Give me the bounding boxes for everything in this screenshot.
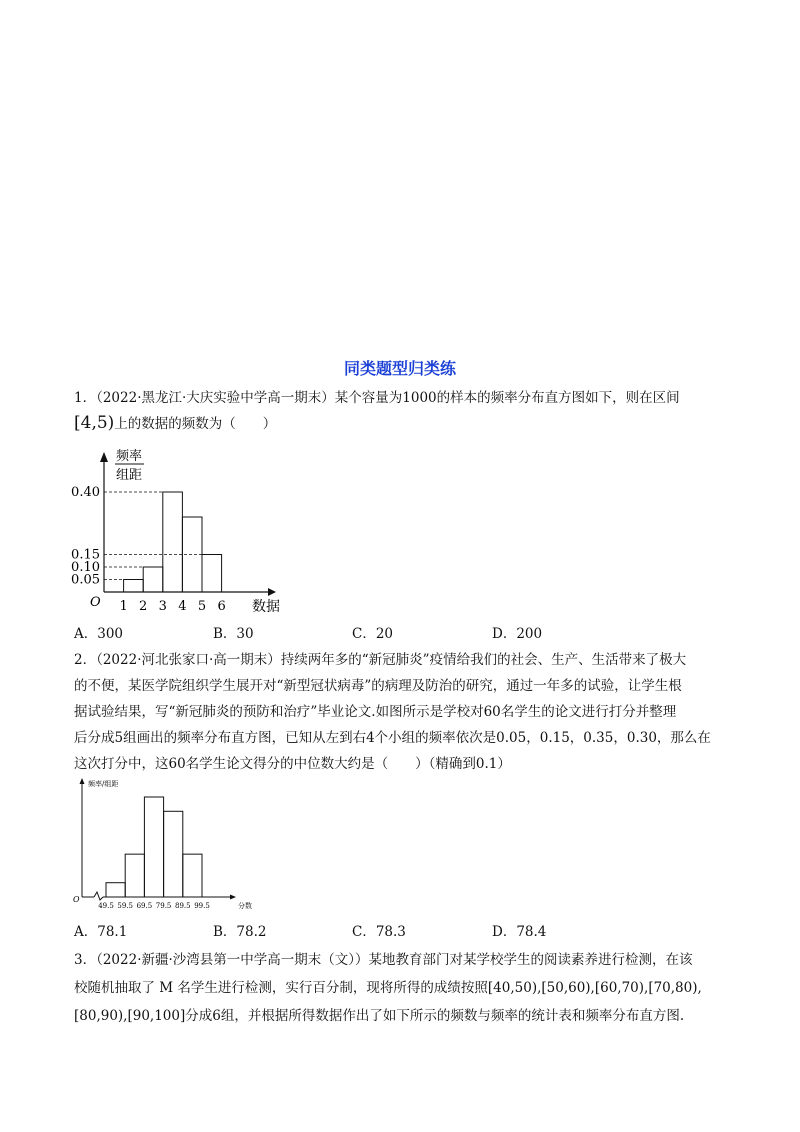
q1-option-b[interactable]: B．30: [213, 626, 254, 642]
x-tick-label: 69.5: [136, 902, 153, 910]
q2-option-c[interactable]: C．78.3: [352, 924, 406, 940]
origin-label: O: [90, 595, 101, 610]
y-tick-label: 0.10: [71, 560, 100, 575]
x-axis-arrow: [268, 588, 276, 596]
x-tick-label: 5: [197, 599, 207, 614]
q2-line1: 2．（2022·河北张家口·高一期末）持续两年多的“新冠肺炎”疫情给我们的社会、生产、生活带来了极大: [74, 652, 687, 668]
q3-line2: 校随机抽取了 M 名学生进行检测，实行百分制，现将所得的成绩按照[40,50),[50,60),[60,70),[70,80),: [74, 980, 702, 996]
q3-line3: [80,90),[90,100]分成6组，并根据所得数据作出了如下所示的频数与频率的统计表和频率分布直方图.: [74, 1008, 685, 1024]
x-axis-label: 分数: [238, 902, 252, 910]
histogram-bar: [202, 555, 222, 593]
q2-option-d[interactable]: D．78.4: [492, 924, 547, 940]
y-axis-arrow: [80, 778, 85, 784]
histogram-bar: [164, 811, 183, 897]
y-axis-label: 频率/组距: [88, 780, 119, 788]
x-tick-label: 99.5: [194, 902, 210, 910]
x-tick-label: 3: [158, 599, 167, 614]
q1-line1: 1．（2022·黑龙江·大庆实验中学高一期末）某个容量为1000的样本的频率分布直方图如下，则在区间: [74, 390, 680, 406]
q1-line2-wrap: [74, 412, 276, 433]
y-label-bottom: 组距: [116, 468, 143, 483]
y-label-top: 频率: [116, 449, 143, 464]
x-tick-label: 89.5: [175, 902, 191, 910]
q1-option-d[interactable]: D．200: [492, 626, 543, 642]
y-tick-label: 0.15: [71, 547, 100, 563]
x-axis-label: 数据: [252, 599, 280, 615]
q1-line2: 上的数据的频数为（ ）: [114, 416, 277, 432]
histogram-2: [72, 776, 252, 911]
x-tick-label: 2: [139, 599, 148, 614]
histogram-bar: [124, 580, 144, 593]
y-tick-label: 0.05: [71, 572, 100, 588]
histogram-bar: [125, 854, 144, 897]
y-tick-label: 0.40: [71, 485, 100, 500]
q2-line3: 据试验结果，写“新冠肺炎的预防和治疗”毕业论文.如图所示是学校对60名学生的论文进行打分并整理: [74, 704, 677, 720]
x-tick-label: 59.5: [117, 902, 133, 910]
x-tick-label: 1: [119, 599, 128, 614]
q1-interval: [4,5): [74, 413, 115, 433]
histogram-bar: [143, 567, 163, 592]
histogram-bar: [183, 854, 202, 897]
q2-option-a[interactable]: A．78.1: [74, 924, 128, 940]
origin-label: O: [73, 895, 80, 904]
q2-option-b[interactable]: B．78.2: [213, 924, 267, 940]
x-tick-label: 4: [178, 599, 187, 614]
q2-line5: 这次打分中，这60名学生论文得分的中位数大约是（ ）（精确到0.1）: [74, 756, 511, 772]
histogram-bar: [163, 492, 183, 592]
x-tick-label: 6: [217, 599, 226, 614]
q1-option-c[interactable]: C．20: [352, 626, 394, 642]
histogram-1: [60, 444, 290, 616]
x-tick-label: 79.5: [155, 902, 172, 910]
y-axis-arrow: [100, 452, 108, 462]
q1-option-a[interactable]: A．300: [74, 626, 124, 642]
x-axis-arrow: [230, 895, 236, 900]
histogram-bar: [144, 797, 163, 897]
q2-line2: 的不便，某医学院组织学生展开对“新型冠状病毒”的病理及防治的研究，通过一年多的试验，让学生根: [74, 678, 682, 694]
histogram-bar: [106, 883, 125, 897]
section-title: 同类题型归类练: [343, 359, 456, 378]
q3-line1: 3．（2022·新疆·沙湾县第一中学高一期末（文））某地教育部门对某学校学生的阅读素养进行检测，在该: [74, 952, 693, 968]
x-tick-label: 49.5: [98, 902, 114, 910]
q2-line4: 后分成5组画出的频率分布直方图，已知从左到右4个小组的频率依次是0.05，0.15，0.35，0.30，那么在: [74, 730, 711, 746]
axis-break-icon: [94, 892, 103, 900]
